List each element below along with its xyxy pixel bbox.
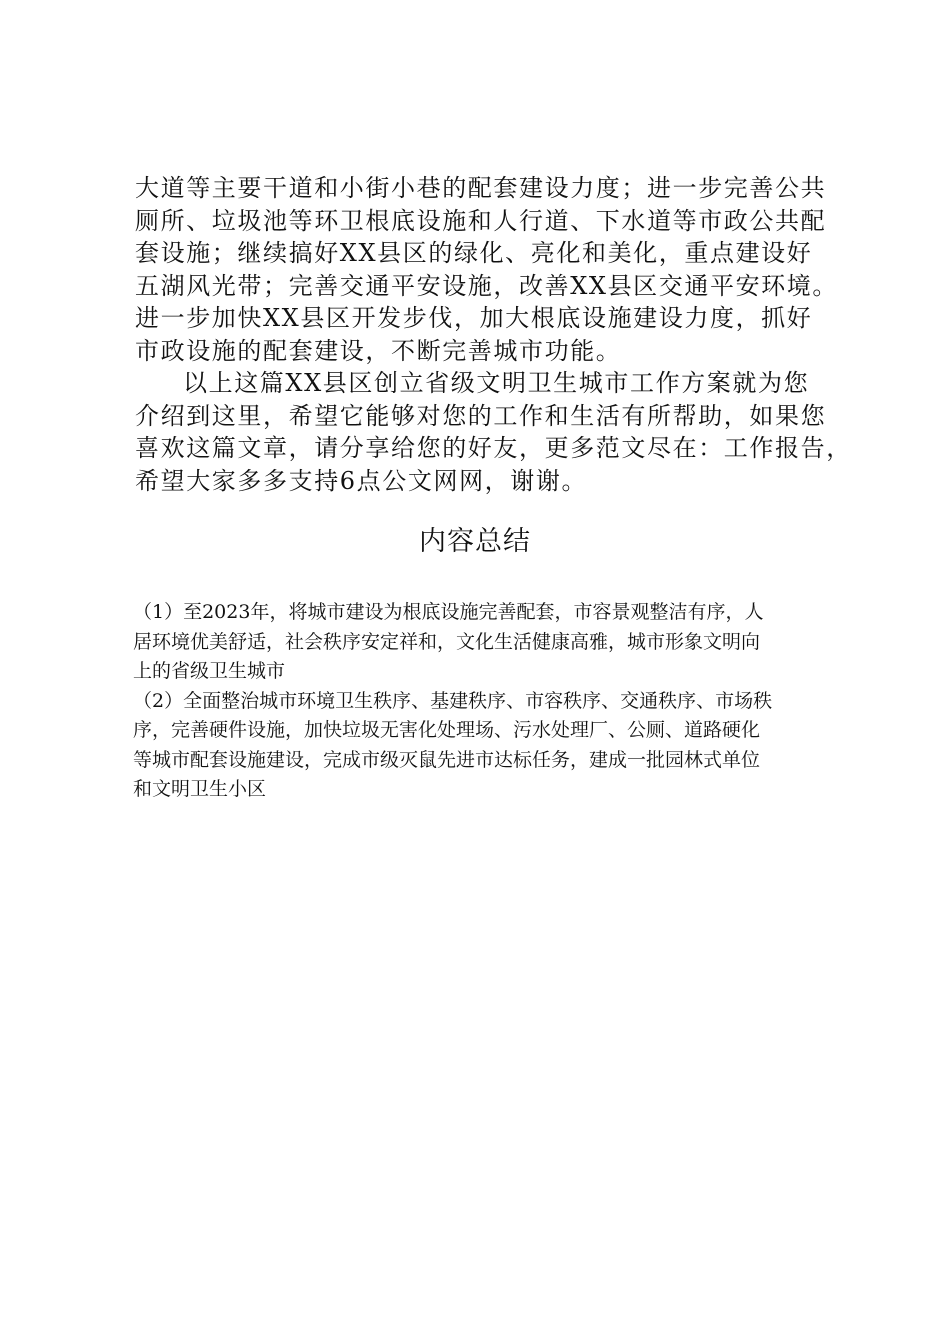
summary-line: 序，完善硬件设施，加快垃圾无害化处理场、污水处理厂、公厕、道路硬化 (133, 719, 761, 741)
summary-line: 和文明卫生小区 (133, 778, 267, 800)
summary-line: （2）全面整治城市环境卫生秩序、基建秩序、市容秩序、交通秩序、市场秩 (133, 689, 773, 712)
body-line: 以上这篇XX县区创立省级文明卫生城市工作方案就为您 (183, 369, 810, 397)
summary-text (133, 598, 853, 805)
body-line: 套设施；继续搞好XX县区的绿化、亮化和美化，重点建设好 (135, 239, 813, 267)
summary-line: （1）至2023年，将城市建设为根底设施完善配套，市容景观整洁有序，人 (133, 601, 764, 623)
summary-line: 等城市配套设施建设，完成市级灭鼠先进市达标任务，建成一批园林式单位 (133, 748, 761, 771)
summary-line: 居环境优美舒适，社会秩序安定祥和，文化生活健康高雅，城市形象文明向 (133, 630, 761, 653)
body-line: 喜欢这篇文章，请分享给您的好友，更多范文尽在：工作报告， (135, 434, 852, 462)
body-line: 介绍到这里，希望它能够对您的工作和生活有所帮助，如果您 (135, 401, 827, 430)
body-line: 进一步加快XX县区开发步伐，加大根底设施建设力度，抓好 (135, 304, 813, 332)
body-text (135, 172, 852, 497)
body-line: 市政设施的配套建设，不断完善城市功能。 (135, 336, 622, 365)
body-line: 厕所、垃圾池等环卫根底设施和人行道、下水道等市政公共配 (135, 206, 827, 235)
body-line: 五湖风光带；完善交通平安设施，改善XX县区交通平安环境。 (135, 271, 838, 300)
summary-title: 内容总结 (419, 526, 531, 557)
summary-line: 上的省级卫生城市 (133, 660, 286, 682)
body-line: 希望大家多多支持6点公文网网，谢谢。 (135, 466, 588, 495)
body-line: 大道等主要干道和小街小巷的配套建设力度；进一步完善公共 (135, 174, 827, 202)
